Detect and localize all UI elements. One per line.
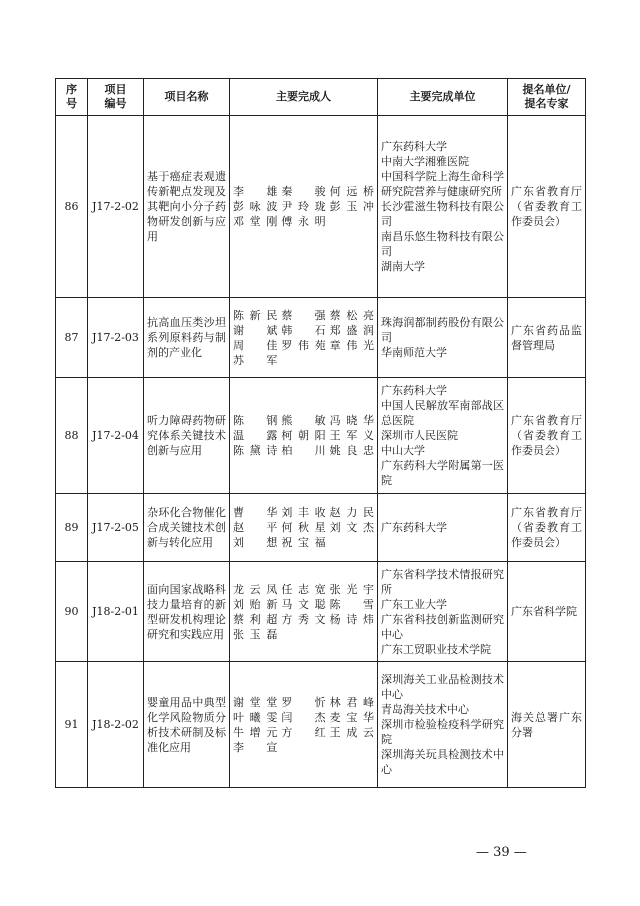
person-name: 任志宽 (281, 582, 326, 596)
row-project-name: 杂环化合物催化合成关键技术创新与转化应用 (144, 494, 230, 562)
person-name: 邓堂刚 (233, 215, 278, 228)
people-grid (233, 184, 374, 229)
person-name: 彭玉冲 (329, 200, 374, 213)
person-name (281, 627, 325, 642)
unit-name: 广东工业大学 (381, 597, 447, 611)
unit-name: 广东药科大学附属第一医院 (381, 459, 504, 487)
header-nominator: 提名单位/ 提名专家 (508, 79, 586, 116)
person-name: 陈黛诗 (233, 444, 278, 457)
person-name: 陈 钢 (233, 414, 278, 427)
unit-name: 中山大学 (381, 444, 425, 457)
person-name: 谢堂堂 (233, 695, 278, 709)
person-name: 王成云 (329, 725, 374, 739)
person-name: 张光宇 (329, 582, 374, 596)
person-name: 李 雄 (233, 185, 278, 198)
row-nominator: 海关总署广东分署 (508, 662, 586, 788)
person-name: 柯朝阳 (281, 429, 326, 442)
unit-name: 广东省科学技术情报研究所 (381, 567, 504, 596)
header-code: 项目 编号 (88, 79, 144, 116)
person-name: 刘文杰 (329, 521, 374, 534)
person-name: 蔡利超 (233, 612, 278, 626)
unit-name: 珠海润都制药股份有限公司 (381, 316, 504, 344)
row-nominator: 广东省教育厅（省委教育工作委员会） (508, 378, 586, 494)
person-name: 姚良忠 (329, 444, 374, 457)
person-name: 温 露 (233, 429, 278, 442)
people-grid (233, 413, 374, 458)
awards-table (55, 78, 586, 788)
page-number: — 39 — (476, 845, 527, 860)
row-units (378, 298, 508, 378)
unit-name: 中南大学湘雅医院 (381, 155, 469, 168)
person-name: 曹 华 (233, 506, 278, 519)
person-name: 蔡 强 (281, 308, 326, 322)
person-name: 方 红 (281, 725, 326, 739)
person-name (330, 353, 374, 368)
person-name: 尹玲珑 (281, 200, 326, 213)
row-seq: 90 (56, 562, 88, 662)
person-name: 何远桥 (329, 185, 374, 198)
person-name (330, 214, 374, 229)
row-project-name: 面向国家战略科技力量培育的新型研发机构理论研究和实践应用 (144, 562, 230, 662)
row-project-name: 听力障碍药物研究体系关键技术创新与应用 (144, 378, 230, 494)
person-name: 蔡松亮 (329, 308, 374, 322)
table-row (56, 378, 586, 494)
unit-name: 中国科学院上海生命科学研究院营养与健康研究所 (381, 170, 504, 198)
unit-name: 湖南大学 (381, 260, 425, 273)
person-name: 章伟光 (329, 338, 374, 352)
unit-name: 深圳市检验检疫科学研究院 (381, 718, 504, 746)
unit-name: 深圳海关工业品检测技术中心 (381, 673, 504, 701)
row-units (378, 378, 508, 494)
person-name: 牛增元 (233, 725, 278, 739)
people-grid (233, 695, 374, 755)
person-name: 刘丰收 (281, 506, 326, 519)
table-row (56, 298, 586, 378)
person-name: 傅永明 (281, 215, 326, 228)
person-name (330, 535, 374, 550)
person-name: 闫 杰 (281, 710, 326, 724)
person-name: 罗 忻 (281, 695, 326, 709)
person-name: 苏 军 (233, 353, 278, 367)
person-name: 刘 想 (233, 536, 278, 549)
unit-name: 广东省科技创新监测研究中心 (381, 612, 504, 641)
person-name (330, 740, 374, 755)
person-name: 叶曦雯 (233, 710, 278, 724)
table-body (56, 116, 586, 788)
person-name: 谢 斌 (233, 323, 278, 337)
person-name: 罗伟苑 (281, 338, 326, 352)
row-nominator: 广东省科学院 (508, 562, 586, 662)
person-name: 陈 雪 (329, 597, 374, 611)
person-name (330, 627, 374, 642)
person-name: 赵 平 (233, 521, 278, 534)
row-code: J17-2-04 (88, 378, 144, 494)
person-name: 赵力民 (329, 506, 374, 519)
unit-name: 深圳海关玩具检测技术中心 (381, 748, 504, 776)
person-name: 王军义 (329, 429, 374, 442)
person-name: 林君峰 (329, 695, 374, 709)
person-name: 张玉磊 (233, 627, 278, 641)
person-name: 秦 骏 (281, 185, 326, 198)
row-project-name: 抗高血压类沙坦系列原料药与制剂的产业化 (144, 298, 230, 378)
person-name: 彭咏波 (233, 200, 278, 213)
person-name: 熊 敏 (281, 414, 326, 427)
person-name (281, 353, 325, 368)
person-name (281, 740, 325, 755)
row-units (378, 662, 508, 788)
row-seq: 87 (56, 298, 88, 378)
row-code: J17-2-02 (88, 116, 144, 298)
row-seq: 91 (56, 662, 88, 788)
row-people (230, 662, 378, 788)
people-grid (233, 505, 374, 550)
header-units: 主要完成单位 (378, 79, 508, 116)
people-grid (233, 308, 374, 368)
unit-name: 广东药科大学 (381, 384, 447, 397)
row-code: J18-2-01 (88, 562, 144, 662)
person-name: 周 佳 (233, 338, 278, 352)
row-people (230, 298, 378, 378)
row-code: J18-2-02 (88, 662, 144, 788)
unit-name: 华南师范大学 (381, 346, 447, 359)
unit-name: 中国人民解放军南部战区总医院 (381, 399, 504, 427)
row-units (378, 116, 508, 298)
row-project-name: 婴童用品中典型化学风险物质分析技术研制及标准化应用 (144, 662, 230, 788)
row-seq: 89 (56, 494, 88, 562)
row-units (378, 562, 508, 662)
unit-name: 广东药科大学 (381, 521, 447, 534)
person-name: 柏 川 (281, 444, 326, 457)
row-seq: 86 (56, 116, 88, 298)
header-seq: 序 号 (56, 79, 88, 116)
row-units (378, 494, 508, 562)
row-people (230, 116, 378, 298)
unit-name: 青岛海关技术中心 (381, 703, 469, 716)
person-name: 方秀文 (281, 612, 326, 626)
person-name: 马文聪 (281, 597, 326, 611)
row-people (230, 494, 378, 562)
header-name: 项目名称 (144, 79, 230, 116)
header-people: 主要完成人 (230, 79, 378, 116)
person-name: 杨诗炜 (329, 612, 374, 626)
row-nominator: 广东省教育厅（省委教育工作委员会） (508, 494, 586, 562)
people-grid (233, 582, 374, 642)
person-name: 冯晓华 (329, 414, 374, 427)
person-name: 李 宣 (233, 740, 278, 754)
row-people (230, 378, 378, 494)
table-row (56, 662, 586, 788)
row-nominator: 广东省药品监督管理局 (508, 298, 586, 378)
row-code: J17-2-05 (88, 494, 144, 562)
person-name: 韩 石 (281, 323, 326, 337)
unit-name: 南昌乐悠生物科技有限公司 (381, 230, 504, 258)
unit-name: 长沙霍滋生物科技有限公司 (381, 200, 504, 228)
person-name: 郑盛润 (329, 323, 374, 337)
person-name: 陈新民 (233, 308, 278, 322)
person-name: 刘贻新 (233, 597, 278, 611)
table-row (56, 116, 586, 298)
table-header (56, 79, 586, 116)
row-seq: 88 (56, 378, 88, 494)
unit-name: 广东药科大学 (381, 140, 447, 153)
person-name: 龙云凤 (233, 582, 278, 596)
unit-name: 广东工贸职业技术学院 (381, 642, 491, 656)
row-people (230, 562, 378, 662)
person-name: 何秋星 (281, 521, 326, 534)
table-row (56, 562, 586, 662)
row-code: J17-2-03 (88, 298, 144, 378)
person-name: 祝宝福 (281, 536, 326, 549)
table-row (56, 494, 586, 562)
person-name: 麦宝华 (329, 710, 374, 724)
unit-name: 深圳市人民医院 (381, 429, 458, 442)
row-nominator: 广东省教育厅（省委教育工作委员会） (508, 116, 586, 298)
row-project-name: 基于癌症表观遗传新靶点发现及其靶向小分子药物研发创新与应用 (144, 116, 230, 298)
